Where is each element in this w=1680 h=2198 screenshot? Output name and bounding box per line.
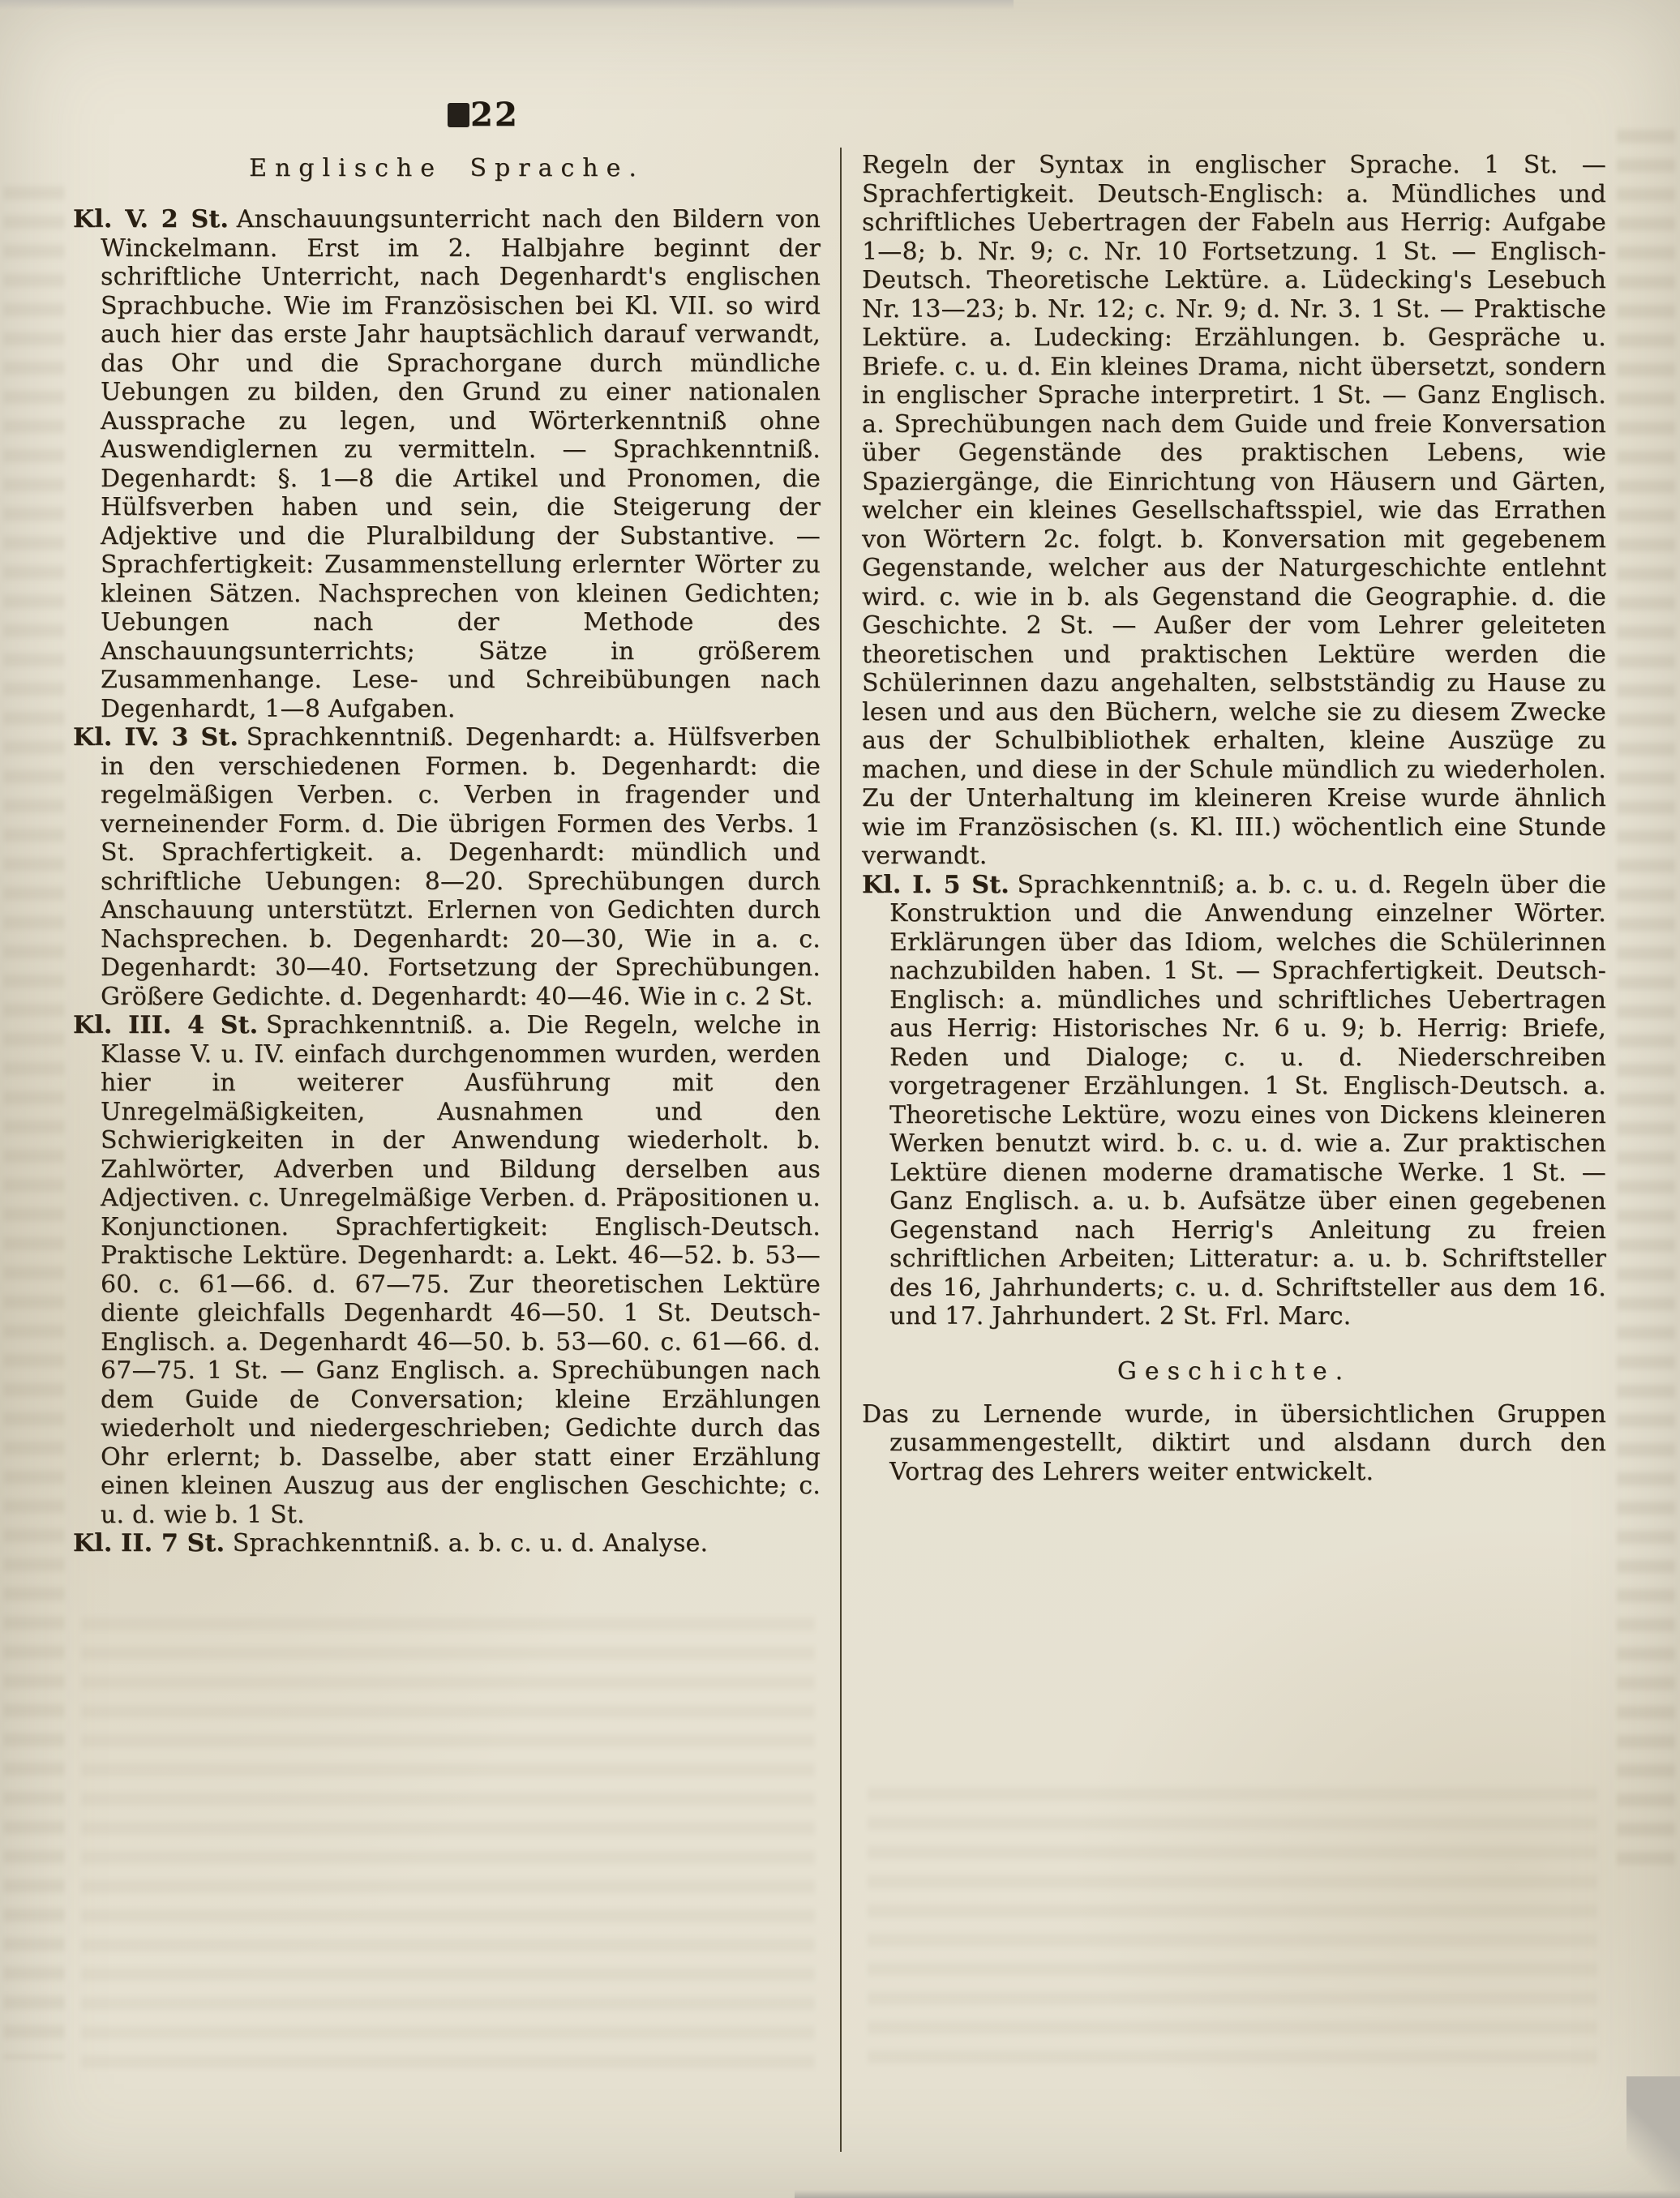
- scan-edge-top: [0, 0, 1014, 10]
- page-showthrough-left-margin: [3, 178, 65, 2059]
- page-number-text: 22: [470, 96, 519, 134]
- class-label-ii: Kl. II. 7 St.: [73, 1529, 225, 1557]
- paragraph-klasse-iii: [73, 1011, 821, 1529]
- right-column: [862, 151, 1606, 1486]
- class-label-iii: Kl. III. 4 St.: [73, 1011, 259, 1039]
- paragraph-klasse-ii-continuation: [862, 151, 1606, 871]
- paragraph-klasse-iv: [73, 723, 821, 1011]
- class-label-v: Kl. V. 2 St.: [73, 205, 229, 234]
- paragraph-geschichte-intro: [862, 1400, 1606, 1487]
- page-showthrough-bottom-right: [868, 1780, 1597, 2067]
- paragraph-body: Sprachkenntniß; a. b. c. u. d. Regeln über die Konstruktion und die Anwendung einzelner Wörter. Erklärungen über das Idiom, welches die Schülerinnen nachzubilden haben. 1 St. — Sprachfertigkeit. Deutsch-Englisch: a. mündliches und schriftliches Uebertragen aus Herrig: Historisches Nr. 6 u. 9; b. Herrig: Briefe, Reden und Dialoge; c. u. d. Niederschreiben vorgetragener Erzählungen. 1 St. Englisch-Deutsch. a. Theoretische Lektüre, wozu eines von Dickens kleineren Werken benutzt wird. b. c. u. d. wie a. Zur praktischen Lektüre dienen moderne dramatische Werke. 1 St. — Ganz Englisch. a. u. b. Aufsätze über einen gegebenen Gegenstand nach Herrig's Anleitung zu freien schriftlichen Arbeiten; Litteratur: a. u. b. Schriftsteller des 16, Jahrhunderts; c. u. d. Schriftsteller aus dem 16. und 17. Jahrhundert. 2 St. Frl. Marc.: [889, 870, 1606, 1330]
- scan-edge-bottom: [795, 2190, 1680, 2198]
- class-label-iv: Kl. IV. 3 St.: [73, 723, 239, 752]
- paragraph-body: Sprachkenntniß. a. b. c. u. d. Analyse.: [232, 1529, 709, 1557]
- paragraph-body: Sprachkenntniß. Degenhardt: a. Hülfsverben in den verschiedenen Formen. b. Degenhardt: die regelmäßigen Verben. c. Verben in fragender und verneinender Form. d. Die übrigen Formen des Verbs. 1 St. Sprachfertigkeit. a. Degenhardt: mündlich und schriftliche Uebungen: 8—20. Sprechübungen durch Anschauung unterstützt. Erlernen von Gedichten durch Nachsprechen. b. Degenhardt: 20—30, Wie in a. c. Degenhardt: 30—40. Fortsetzung der Sprechübungen. Größere Gedichte. d. Degenhardt: 40—46. Wie in c. 2 St.: [101, 723, 821, 1011]
- section-heading-englische-sprache: Englische Sprache.: [249, 154, 645, 182]
- paragraph-klasse-ii: [73, 1529, 821, 1558]
- section-heading-geschichte: Geschichte.: [1116, 1356, 1352, 1386]
- paragraph-body: Das zu Lernende wurde, in übersichtlichen Gruppen zusammengestellt, diktirt und alsdann durch den Vortrag des Lehrers weiter entwickelt.: [862, 1399, 1606, 1486]
- page-number: [448, 96, 519, 134]
- paragraph-body: Anschauungsunterricht nach den Bildern von Winckelmann. Erst im 2. Halbjahre beginnt der schriftliche Unterricht, nach Degenhardt's englischen Sprachbuche. Wie im Französischen bei Kl. VII. so wird auch hier das erste Jahr hauptsächlich darauf verwandt, das Ohr und die Sprachorgane durch mündliche Uebungen zu bilden, den Grund zu einer nationalen Aussprache zu legen, und Wörterkenntniß ohne Auswendiglernen zu vermitteln. — Sprachkenntniß. Degenhardt: §. 1—8 die Artikel und Pronomen, die Hülfsverben haben und sein, die Steigerung der Adjektive und die Pluralbildung der Substantive. — Sprachfertigkeit: Zusammenstellung erlernter Wörter zu kleinen Sätzen. Nachsprechen von kleinen Gedichten; Uebungen nach der Methode des Anschauungsunterrichts; Sätze in größerem Zusammenhange. Lese- und Schreibübungen nach Degenhardt, 1—8 Aufgaben.: [101, 205, 821, 723]
- paragraph-body: Sprachkenntniß. a. Die Regeln, welche in Klasse V. u. IV. einfach durchgenommen wurden, werden hier in weiterer Ausführung mit den Unregelmäßigkeiten, Ausnahmen und den Schwierigkeiten in der Anwendung wiederholt. b. Zahlwörter, Adverben und Bildung derselben aus Adjectiven. c. Unregelmäßige Verben. d. Präpositionen u. Konjunctionen. Sprachfertigkeit: Englisch-Deutsch. Praktische Lektüre. Degenhardt: a. Lekt. 46—52. b. 53—60. c. 61—66. d. 67—75. Zur theoretischen Lektüre diente gleichfalls Degenhardt 46—50. 1 St. Deutsch-Englisch. a. Degenhardt 46—50. b. 53—60. c. 61—66. d. 67—75. 1 St. — Ganz Englisch. a. Sprechübungen nach dem Guide de Conversation; kleine Erzählungen wiederholt und niedergeschrieben; Gedichte durch das Ohr erlernt; b. Dasselbe, aber statt einer Erzählung einen kleinen Auszug aus der englischen Geschichte; c. u. d. wie b. 1 St.: [101, 1011, 821, 1529]
- scan-corner: [1626, 2076, 1680, 2198]
- page-showthrough-bottom-left: [81, 1609, 815, 2076]
- ink-blot: [448, 103, 469, 127]
- class-label-i: Kl. I. 5 St.: [862, 870, 1009, 899]
- left-column: [73, 151, 821, 1558]
- column-divider: [840, 148, 842, 2152]
- paragraph-klasse-i: [862, 871, 1606, 1331]
- page-showthrough-right-margin: [1617, 122, 1675, 1873]
- paragraph-body: Regeln der Syntax in englischer Sprache. 1 St. — Sprachfertigkeit. Deutsch-Englisch: a. Mündliches und schriftliches Uebertragen der Fabeln aus Herrig: Aufgabe 1—8; b. Nr. 9; c. Nr. 10 Fortsetzung. 1 St. — Englisch-Deutsch. Theoretische Lektüre. a. Lüdecking's Lesebuch Nr. 13—23; b. Nr. 12; c. Nr. 9; d. Nr. 3. 1 St. — Praktische Lektüre. a. Ludecking: Erzählungen. b. Gespräche u. Briefe. c. u. d. Ein kleines Drama, nicht übersetzt, sondern in englischer Sprache interpretirt. 1 St. — Ganz Englisch. a. Sprechübungen nach dem Guide und freie Konversation über Gegenstände des praktischen Lebens, wie Spaziergänge, die Einrichtung von Häusern und Gärten, welcher ein kleines Gesellschaftsspiel, wie das Errathen von Wörtern 2c. folgt. b. Konversation mit gegebenem Gegenstande, welcher aus der Naturgeschichte entlehnt wird. c. wie in b. als Gegenstand die Geographie. d. die Geschichte. 2 St. — Außer der vom Lehrer geleiteten theoretischen und praktischen Lektüre werden die Schülerinnen dazu angehalten, selbstständig zu Hause zu lesen und aus den Büchern, welche sie zu diesem Zwecke aus der Schulbibliothek erhalten, kleine Auszüge zu machen, und diese in der Schule mündlich zu wiederholen. Zu der Unterhaltung im kleineren Kreise wurde ähnlich wie im Französischen (s. Kl. III.) wöchentlich eine Stunde verwandt.: [862, 151, 1606, 870]
- paragraph-klasse-v: [73, 205, 821, 723]
